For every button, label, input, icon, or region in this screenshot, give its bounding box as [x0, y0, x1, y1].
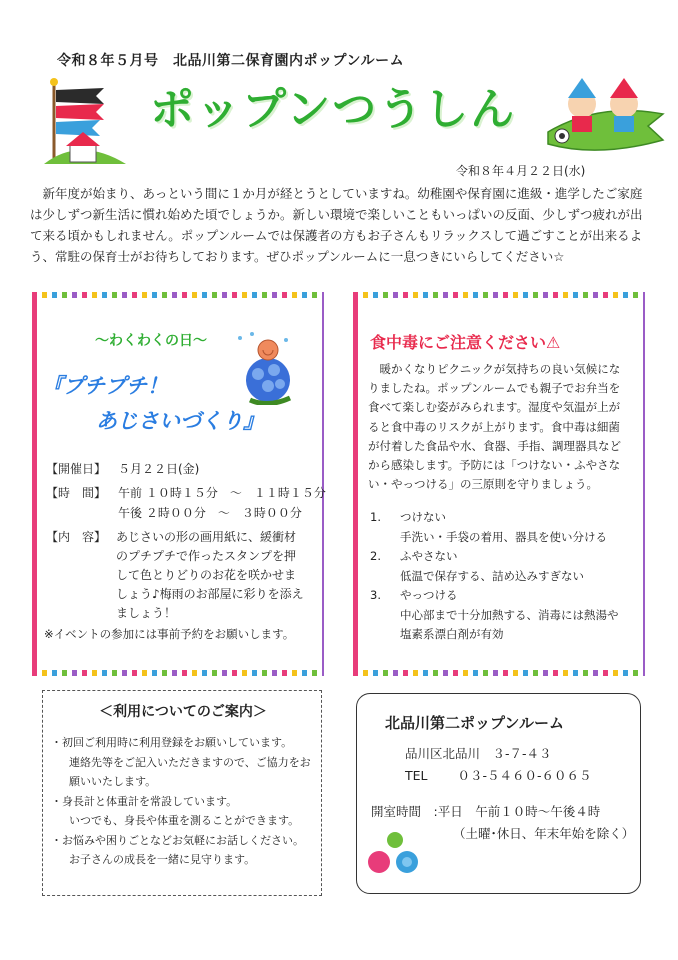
opening-hours: 開室時間 :平日 午前１０時～午後４時 [371, 804, 601, 819]
rule-item: 3. やっつける [370, 588, 458, 602]
guide-item-sub: お子さんの成長を一緒に見守ります。 [69, 853, 256, 866]
koinobori-icon [40, 78, 130, 166]
event-heading: ～わくわくの日～ [95, 333, 207, 349]
event-time-label: 【時 間】 [46, 486, 107, 500]
guide-box [42, 690, 322, 896]
guide-item-head: ・お悩みや困りごとなどお気軽にお話しください。 [51, 833, 304, 847]
guide-list [51, 733, 321, 870]
food-safety-body [368, 360, 626, 494]
page-title: ポップンつうしん [150, 84, 517, 135]
rule-desc: 手洗い・手袋の着用、器具を使い分ける [400, 529, 607, 544]
intro-paragraph: 新年度が始まり、あっという間に１か月が経とうとしていますね。幼稚園や保育園に進級・進学したご家庭は少しずつ新生活に慣れ始めた頃でしょうか。新しい環境で楽しいこともいっぱいの反面、少しずつ疲れが出て来る頃かもしれません。ポップンルームでは保護者の方もお子さんもリラックスして過ごすことが出来るよう、常駐の保育士がお待ちしております。ぜひポップンルームに一息つきにいらしてください☆ [30, 186, 643, 264]
guide-item-head: ・初回ご利用時に利用登録をお願いしています。 [51, 736, 293, 749]
event-date-label: 【開催日】 [46, 462, 107, 476]
rule-item: 1. つけない [370, 510, 446, 524]
balls-icon [365, 830, 423, 878]
tel-label: TEL [405, 768, 428, 783]
issue-line: 令和８年５月号 北品川第二保育園内ポップンルーム [57, 53, 405, 69]
event-date-row [46, 460, 199, 479]
guide-item-sub: 連絡先等をご記入いただきますので、ご協力をお願いいたします。 [69, 755, 311, 788]
room-address: 品川区北品川 ３-７-４３ [405, 746, 552, 761]
event-date-value: ５月２２日(金) [118, 462, 200, 476]
event-title-line1: 『プチプチ！ [42, 374, 168, 398]
event-time-am: 午前 １０時１５分 ～ １１時１５分 [118, 486, 326, 500]
issue-date: 令和８年４月２２日(水) [456, 164, 586, 178]
closed-days: （土曜･休日、年末年始を除く） [453, 826, 635, 841]
guide-title: ＜利用についてのご案内＞ [99, 704, 267, 720]
tel-number: ０３-５４６０-６０６５ [457, 768, 592, 783]
rule-desc: 中心部まで十分加熱する、消毒には熱湯や塩素系漂白剤が有効 [400, 607, 619, 641]
food-safety-paragraph: 暖かくなりピクニックが気持ちの良い気候になりましたね。ポップンルームでも親子でお弁当を食べて楽しむ姿がみられます。湿度や気温が上がると食中毒のリスクが上がります。食中毒は細菌が付着した食品や水、食器、手指、調理器具などから感染します。予防には「つけない・ふやさない・やっつける」の三原則を守りましょう。 [368, 362, 621, 492]
event-content-text: あじさいの形の画用紙に、緩衝材のプチプチで作ったスタンプを押して色とりどりのお花を咲かせましょう♪梅雨のお部屋に彩りを添えましょう！ [116, 530, 304, 620]
rule-item: 2. ふやさない [370, 549, 458, 563]
event-title-line2: あじさいづくり』 [96, 409, 264, 433]
intro-text [30, 183, 650, 267]
event-content-label: 【内 容】 [46, 530, 107, 544]
event-time-pm: 午後 ２時００分 ～ ３時００分 [118, 506, 302, 520]
guide-item-head: ・身長計と体重計を常設しています。 [51, 794, 238, 808]
room-name: 北品川第二ポップンルーム [385, 714, 565, 732]
guide-item-sub: いつでも、身長や体重を測ることができます。 [69, 814, 300, 827]
food-safety-title: 食中毒にご注意ください⚠ [370, 333, 561, 352]
children-on-carp-icon [538, 72, 668, 162]
snail-hydrangea-icon [228, 330, 298, 405]
event-note: ※イベントの参加には事前予約をお願いします。 [44, 627, 295, 641]
event-time-row [46, 484, 326, 503]
food-safety-rules [368, 508, 626, 645]
contact-box [356, 693, 641, 894]
room-tel [405, 766, 592, 784]
rule-desc: 低温で保存する、詰め込みすぎない [400, 568, 584, 583]
